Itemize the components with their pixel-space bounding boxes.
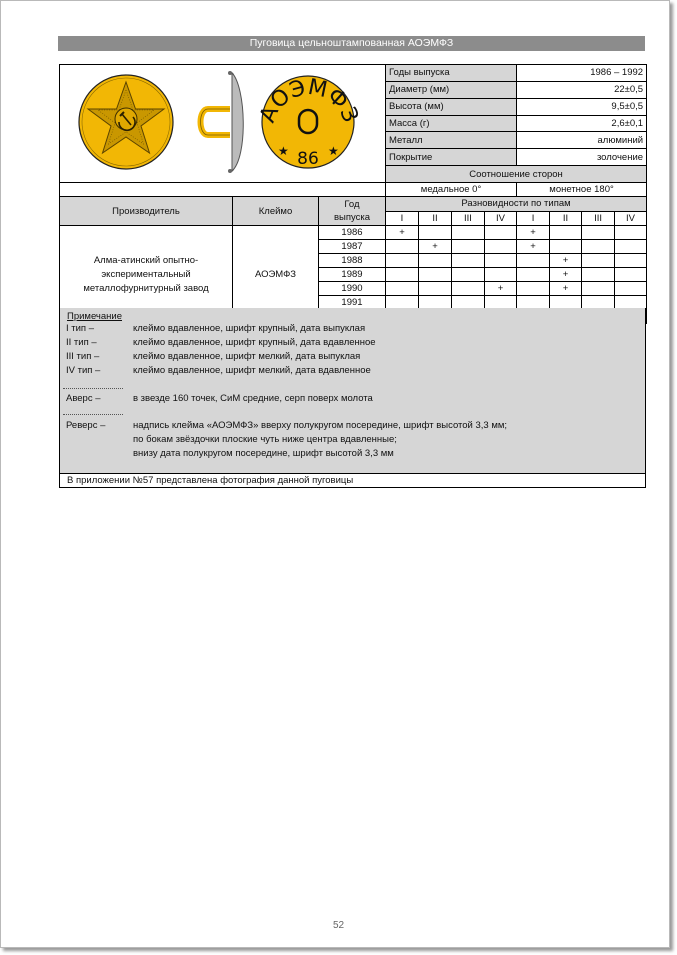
header-maker: Производитель bbox=[60, 197, 233, 226]
divider bbox=[63, 388, 123, 389]
page-title: Пуговица цельноштампованная АОЭМФЗ bbox=[58, 36, 645, 51]
notes-heading: Примечание bbox=[67, 311, 122, 322]
button-spec-table: АОЭМФЗ 86 ★ ★ Годы выпуска 1986 – 1992 Диаметр (мм) 22±0,5 Высота (мм) 9,5±0,5 Масса (г) 2,6±0,1 Металл алюминий Покрытие золочение Соотношение сторон медальное 0° монетное 180° Производитель Клеймо Год выпуска Разновидности по типам I II III IV I II III IV Алма-атинский опытно- экспериментальный металлофурнитурный завод АОЭМФЗ 1986 + + 1987 + + 1988 + 1989 + 1990 + + 1991 bbox=[59, 64, 647, 324]
ratio-title: Соотношение сторон bbox=[386, 166, 647, 183]
mark-value: АОЭМФЗ bbox=[233, 226, 319, 324]
type-col: I bbox=[517, 211, 550, 226]
spec-label: Масса (г) bbox=[386, 115, 517, 132]
type-col: III bbox=[452, 211, 485, 226]
spec-value: золочение bbox=[517, 149, 647, 166]
spec-value: алюминий bbox=[517, 132, 647, 149]
year-cell: 1991 bbox=[319, 296, 386, 310]
type-col: I bbox=[386, 211, 419, 226]
svg-text:★: ★ bbox=[278, 144, 289, 158]
header-variants: Разновидности по типам bbox=[386, 197, 647, 212]
appendix-footnote: В приложении №57 представлена фотография данной пуговицы bbox=[59, 474, 646, 488]
spec-label: Покрытие bbox=[386, 149, 517, 166]
year-cell: 1987 bbox=[319, 240, 386, 254]
spec-label: Металл bbox=[386, 132, 517, 149]
notes-section: Примечание I тип – клеймо вдавленное, шрифт крупный, дата выпуклая II тип – клеймо вдавленное, шрифт крупный, дата вдавленное III тип – клеймо вдавленное, шрифт мелкий, дата выпуклая IV тип – клеймо вдавленное, шрифт мелкий, дата вдавленное Аверс – в звезде 160 точек, СиМ средние, серп поверх молота Реверс – надпись клейма «АОЭМФЗ» вверху полукругом посередине, шрифт высотой 3,3 мм; по бокам звёздочки плоские чуть ниже центра вдавленные; внизу дата полукругом посередине, шрифт высотой 3,3 мм bbox=[59, 308, 646, 474]
button-shank-side-icon bbox=[201, 71, 244, 173]
spec-value: 1986 – 1992 bbox=[517, 65, 647, 82]
type-col: IV bbox=[615, 211, 647, 226]
year-cell: 1990 bbox=[319, 282, 386, 296]
spec-label: Годы выпуска bbox=[386, 65, 517, 82]
year-cell: 1986 bbox=[319, 226, 386, 240]
year-cell: 1988 bbox=[319, 254, 386, 268]
type-col: III bbox=[582, 211, 615, 226]
spec-value: 2,6±0,1 bbox=[517, 115, 647, 132]
divider bbox=[63, 414, 123, 415]
button-reverse-icon bbox=[255, 75, 362, 169]
type-col: IV bbox=[485, 211, 517, 226]
header-mark: Клеймо bbox=[233, 197, 319, 226]
maker-name: Алма-атинский опытно- экспериментальный металлофурнитурный завод bbox=[60, 226, 233, 324]
button-images-cell bbox=[60, 65, 386, 183]
header-year: Год выпуска bbox=[319, 197, 386, 226]
ratio-coin: монетное 180° bbox=[517, 183, 647, 197]
year-cell: 1989 bbox=[319, 268, 386, 282]
spec-value: 22±0,5 bbox=[517, 81, 647, 98]
svg-text:★: ★ bbox=[328, 144, 339, 158]
button-images bbox=[60, 65, 386, 178]
type-col: II bbox=[419, 211, 452, 226]
spec-label: Диаметр (мм) bbox=[386, 81, 517, 98]
star-button-obverse-icon bbox=[79, 75, 173, 169]
type-col: II bbox=[550, 211, 582, 226]
spec-value: 9,5±0,5 bbox=[517, 98, 647, 115]
reverse-year-text: 86 bbox=[297, 149, 319, 169]
ratio-medal: медальное 0° bbox=[386, 183, 517, 197]
spec-label: Высота (мм) bbox=[386, 98, 517, 115]
page-number: 52 bbox=[332, 920, 345, 931]
reverse-arc-text: АОЭМФЗ bbox=[255, 74, 363, 127]
